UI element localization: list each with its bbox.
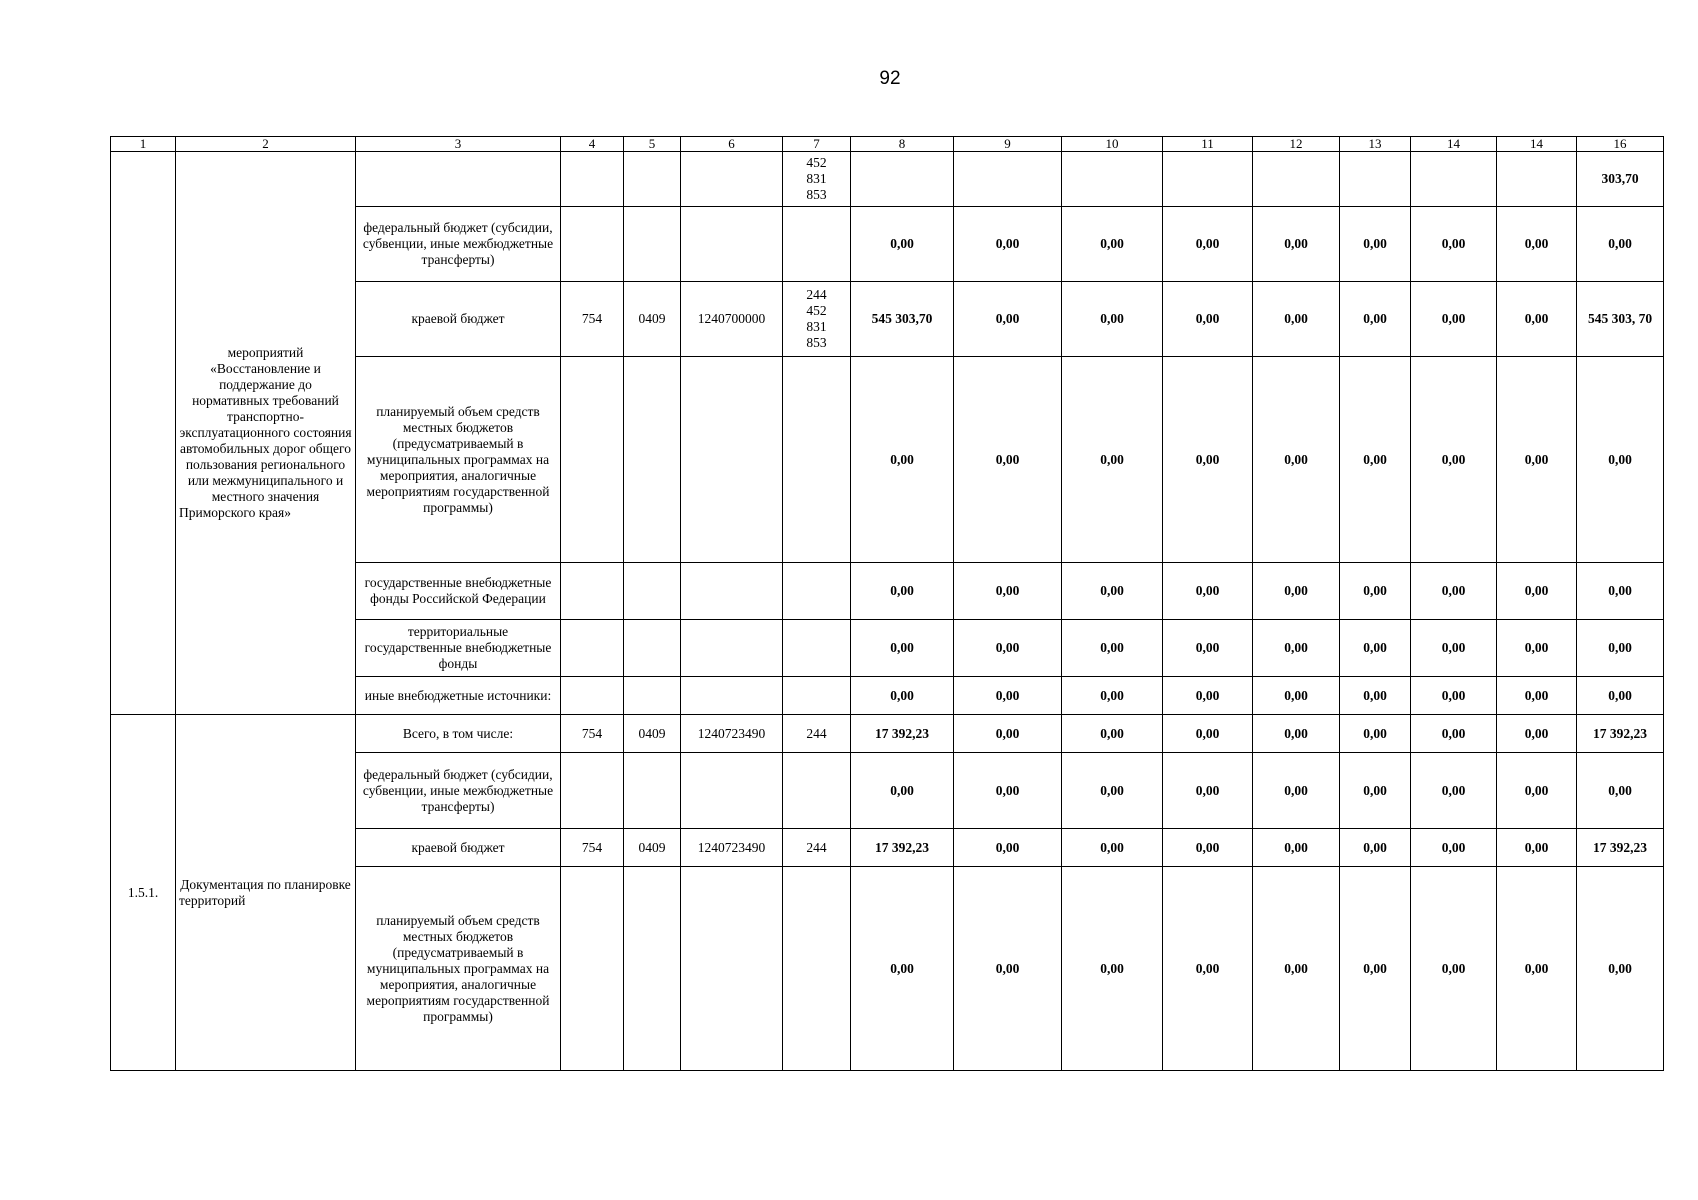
col-header-11: 11 <box>1163 137 1253 152</box>
value-cell: 0,00 <box>1497 867 1577 1071</box>
value-cell: 0,00 <box>1411 867 1497 1071</box>
code-vr-cell: 244 452 831 853 <box>783 282 851 357</box>
col-header-3: 3 <box>356 137 561 152</box>
code-cell <box>561 152 624 207</box>
value-cell: 0,00 <box>851 357 954 563</box>
value-cell: 0,00 <box>1340 867 1411 1071</box>
col-header-2: 2 <box>176 137 356 152</box>
value-cell: 0,00 <box>1497 753 1577 829</box>
value-cell: 0,00 <box>1411 677 1497 715</box>
value-cell: 0,00 <box>1062 282 1163 357</box>
value-cell: 0,00 <box>1163 753 1253 829</box>
budget-table <box>110 136 1664 1071</box>
value-cell: 0,00 <box>1163 207 1253 282</box>
value-cell: 17 392,23 <box>851 715 954 753</box>
code-cell: 0409 <box>624 282 681 357</box>
code-cell <box>681 152 783 207</box>
col-header-13: 13 <box>1340 137 1411 152</box>
value-cell: 0,00 <box>1497 207 1577 282</box>
value-cell: 0,00 <box>954 282 1062 357</box>
value-cell: 0,00 <box>1253 207 1340 282</box>
value-cell: 0,00 <box>1411 357 1497 563</box>
source-label: краевой бюджет <box>356 282 561 357</box>
value-cell: 0,00 <box>1577 563 1664 620</box>
value-cell: 0,00 <box>1062 357 1163 563</box>
source-cell <box>356 152 561 207</box>
col-header-4: 4 <box>561 137 624 152</box>
value-cell: 0,00 <box>1577 867 1664 1071</box>
col-header-14a: 14 <box>1411 137 1497 152</box>
value-cell: 0,00 <box>1253 620 1340 677</box>
value-cell: 0,00 <box>1253 715 1340 753</box>
value-cell: 0,00 <box>851 867 954 1071</box>
code-cell: 1240700000 <box>681 282 783 357</box>
value-cell: 0,00 <box>1163 829 1253 867</box>
code-vr-cell: 452 831 853 <box>783 152 851 207</box>
value-cell: 0,00 <box>1340 357 1411 563</box>
row-index-cell <box>111 152 176 715</box>
value-cell: 545 303, 70 <box>1577 282 1664 357</box>
value-cell: 0,00 <box>1062 620 1163 677</box>
col-header-10: 10 <box>1062 137 1163 152</box>
value-cell: 0,00 <box>1253 867 1340 1071</box>
value-cell: 0,00 <box>1411 207 1497 282</box>
col-header-6: 6 <box>681 137 783 152</box>
col-header-5: 5 <box>624 137 681 152</box>
code-vr-cell: 244 <box>783 829 851 867</box>
value-cell: 0,00 <box>1497 563 1577 620</box>
value-cell: 0,00 <box>1253 829 1340 867</box>
value-cell: 17 392,23 <box>1577 715 1664 753</box>
value-cell: 0,00 <box>1163 620 1253 677</box>
value-cell: 0,00 <box>1062 563 1163 620</box>
value-cell: 0,00 <box>1497 715 1577 753</box>
col-header-12: 12 <box>1253 137 1340 152</box>
col-header-16: 16 <box>1577 137 1664 152</box>
value-cell: 0,00 <box>1340 563 1411 620</box>
value-cell: 0,00 <box>1163 715 1253 753</box>
value-cell: 0,00 <box>1340 715 1411 753</box>
code-cell: 754 <box>561 715 624 753</box>
value-cell: 0,00 <box>1062 829 1163 867</box>
value-cell: 0,00 <box>954 753 1062 829</box>
source-label: федеральный бюджет (субсидии, субвенции, иные межбюджетные трансферты) <box>356 753 561 829</box>
value-cell: 0,00 <box>1340 753 1411 829</box>
value-cell: 0,00 <box>851 620 954 677</box>
source-label: территориальные государственные внебюджетные фонды <box>356 620 561 677</box>
value-cell: 0,00 <box>1340 282 1411 357</box>
code-cell: 754 <box>561 829 624 867</box>
value-cell: 0,00 <box>1253 357 1340 563</box>
value-cell: 0,00 <box>1577 620 1664 677</box>
value-cell: 0,00 <box>1497 829 1577 867</box>
value-cell: 0,00 <box>1340 677 1411 715</box>
value-cell: 0,00 <box>1062 753 1163 829</box>
value-cell <box>954 152 1062 207</box>
value-cell <box>1253 152 1340 207</box>
value-cell: 0,00 <box>1577 677 1664 715</box>
code-cell: 1240723490 <box>681 715 783 753</box>
value-cell: 0,00 <box>851 207 954 282</box>
header-row <box>111 137 1664 152</box>
col-header-7: 7 <box>783 137 851 152</box>
value-cell: 0,00 <box>1062 715 1163 753</box>
value-cell: 0,00 <box>1577 207 1664 282</box>
value-cell <box>851 152 954 207</box>
value-cell <box>1163 152 1253 207</box>
value-cell: 0,00 <box>954 357 1062 563</box>
value-cell: 0,00 <box>1253 677 1340 715</box>
value-cell: 0,00 <box>1163 563 1253 620</box>
source-label: планируемый объем средств местных бюджетов (предусматриваемый в муниципальных программах на мероприятия, аналогичные мероприятиям государственной программы) <box>356 867 561 1071</box>
value-cell: 0,00 <box>1497 677 1577 715</box>
value-cell: 0,00 <box>851 753 954 829</box>
value-cell: 0,00 <box>1253 282 1340 357</box>
code-cell: 0409 <box>624 715 681 753</box>
source-label: краевой бюджет <box>356 829 561 867</box>
value-cell: 0,00 <box>1163 357 1253 563</box>
value-cell: 0,00 <box>1411 753 1497 829</box>
row-index-cell: 1.5.1. <box>111 715 176 1071</box>
value-cell: 0,00 <box>1411 829 1497 867</box>
value-cell: 0,00 <box>1340 620 1411 677</box>
code-cell: 1240723490 <box>681 829 783 867</box>
source-label: Всего, в том числе: <box>356 715 561 753</box>
value-cell: 0,00 <box>1497 357 1577 563</box>
value-cell: 0,00 <box>1163 867 1253 1071</box>
value-cell: 0,00 <box>1340 829 1411 867</box>
value-cell: 0,00 <box>851 563 954 620</box>
value-cell <box>1340 152 1411 207</box>
value-cell: 0,00 <box>954 620 1062 677</box>
value-cell <box>1411 152 1497 207</box>
value-cell: 0,00 <box>1340 207 1411 282</box>
code-vr-cell: 244 <box>783 715 851 753</box>
value-cell: 0,00 <box>1163 677 1253 715</box>
source-label: иные внебюджетные источники: <box>356 677 561 715</box>
col-header-14b: 14 <box>1497 137 1577 152</box>
source-label: государственные внебюджетные фонды Российской Федерации <box>356 563 561 620</box>
source-label: федеральный бюджет (субсидии, субвенции, иные межбюджетные трансферты) <box>356 207 561 282</box>
value-cell: 0,00 <box>851 677 954 715</box>
page-number: 92 <box>879 68 901 89</box>
col-header-9: 9 <box>954 137 1062 152</box>
value-cell: 0,00 <box>1577 753 1664 829</box>
value-cell: 0,00 <box>954 677 1062 715</box>
measure-name: Документация по планировке территорий <box>176 715 356 1071</box>
value-cell: 0,00 <box>1497 282 1577 357</box>
col-header-8: 8 <box>851 137 954 152</box>
value-cell: 303,70 <box>1577 152 1664 207</box>
value-cell: 0,00 <box>1253 563 1340 620</box>
code-cell: 754 <box>561 282 624 357</box>
value-cell: 0,00 <box>1577 357 1664 563</box>
value-cell: 545 303,70 <box>851 282 954 357</box>
value-cell: 0,00 <box>1411 563 1497 620</box>
measure-name: мероприятий «Восстановление и поддержание до нормативных требований транспортно-эксплуатационного состояния автомобильных дорог общего пользования регионального или межмуниципального и местного значения Приморского края» <box>176 152 356 715</box>
value-cell: 0,00 <box>1497 620 1577 677</box>
value-cell: 0,00 <box>1411 620 1497 677</box>
table-row <box>111 152 1664 207</box>
value-cell: 0,00 <box>1062 677 1163 715</box>
value-cell: 0,00 <box>954 563 1062 620</box>
value-cell: 0,00 <box>1253 753 1340 829</box>
source-label: планируемый объем средств местных бюджетов (предусматриваемый в муниципальных программах на мероприятия, аналогичные мероприятиям государственной программы) <box>356 357 561 563</box>
table-row <box>111 715 1664 753</box>
value-cell: 0,00 <box>1411 715 1497 753</box>
value-cell: 17 392,23 <box>851 829 954 867</box>
value-cell: 0,00 <box>954 207 1062 282</box>
value-cell <box>1062 152 1163 207</box>
value-cell: 0,00 <box>1062 207 1163 282</box>
code-cell <box>624 152 681 207</box>
value-cell: 0,00 <box>1411 282 1497 357</box>
code-cell: 0409 <box>624 829 681 867</box>
value-cell: 0,00 <box>954 715 1062 753</box>
value-cell: 17 392,23 <box>1577 829 1664 867</box>
value-cell: 0,00 <box>954 867 1062 1071</box>
col-header-1: 1 <box>111 137 176 152</box>
value-cell <box>1497 152 1577 207</box>
value-cell: 0,00 <box>1163 282 1253 357</box>
value-cell: 0,00 <box>1062 867 1163 1071</box>
value-cell: 0,00 <box>954 829 1062 867</box>
